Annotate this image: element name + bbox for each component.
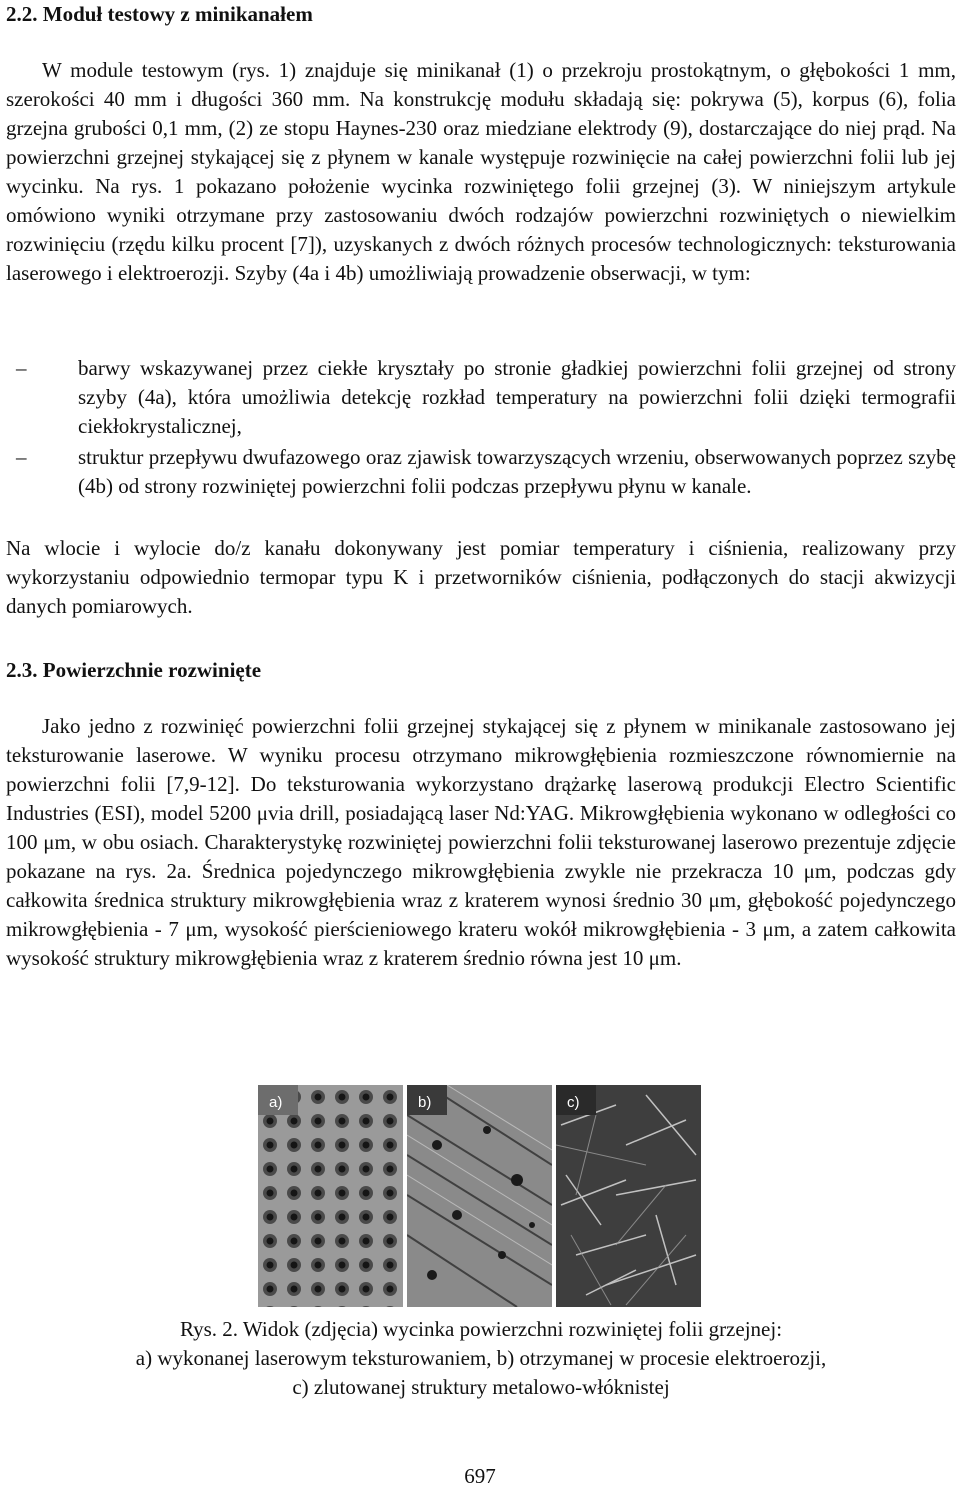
- observation-list: [6, 354, 956, 501]
- list-item-text: barwy wskazywanej przez ciekłe kryształy po stronie gładkiej powierzchni folii grzejnej od strony szyby (4a), która umożliwia detekcję rozkład temperatury na powierzchni folii dzięki termografii ciekłokrystalicznej,: [78, 356, 956, 438]
- panel-label: b): [418, 1094, 432, 1111]
- section-heading-2-2: 2.2. Moduł testowy z minikanałem: [6, 2, 313, 26]
- caption-line: c) zlutowanej struktury metalowo-włóknistej: [292, 1375, 670, 1399]
- paragraph-measurement: Na wlocie i wylocie do/z kanału dokonywany jest pomiar temperatury i ciśnienia, realizowany przy wykorzystaniu odpowiednio termopar typu K i przetworników ciśnienia, podłączonych do stacji akwizycji danych pomiarowych.: [6, 536, 956, 618]
- list-item-text: struktur przepływu dwufazowego oraz zjawisk towarzyszących wrzeniu, obserwowanych poprzez szybę (4b) od strony rozwiniętej powierzchni folii podczas przepływu płynu w kanale.: [78, 445, 956, 498]
- section-heading-2-3: 2.3. Powierzchnie rozwinięte: [6, 658, 262, 682]
- paragraph-module-description: W module testowym (rys. 1) znajduje się minikanał (1) o przekroju prostokątnym, o głębokości 1 mm, szerokości 40 mm i długości 360 mm. Na konstrukcję modułu składają się: pokrywa (5), korpus (6), folia grzejna grubości 0,1 mm, (2) ze stopu Haynes-230 oraz miedziane elektrody (9), dostarczające do niej prąd. Na powierzchni grzejnej stykającej się z płynem w kanale występuje rozwinięcie na całej powierzchni folii lub jej wycinku. Na rys. 1 pokazano położenie wycinka rozwiniętego folii grzejnej (3). W niniejszym artykule omówiono wyniki otrzymane przy zastosowaniu dwóch rodzajów powierzchni rozwiniętych o niewielkim rozwinięciu (rzędu kilku procent [7]), uzyskanych z dwóch różnych procesów technologicznych: teksturowania laserowego i elektroerozji. Szyby (4a i 4b) umożliwiają prowadzenie obserwacji, w tym:: [6, 58, 956, 285]
- page-number: 697: [464, 1464, 496, 1488]
- photo-panel-b: [407, 1085, 552, 1307]
- panel-label: c): [567, 1094, 580, 1111]
- dash-bullet: –: [16, 356, 27, 380]
- figure-caption: [6, 1315, 956, 1402]
- photo-panel-c: [556, 1085, 701, 1307]
- list-item: [6, 354, 956, 441]
- fiber-structure-surface-image: [556, 1085, 701, 1307]
- laser-textured-surface-image: [258, 1085, 403, 1307]
- figure-surface-photos: [258, 1085, 702, 1307]
- paragraph-laser-texturing: Jako jedno z rozwinięć powierzchni folii grzejnej stykającej się z płynem w minikanale zastosowano jej teksturowanie laserowe. W wyniku procesu otrzymano mikrowgłębienia rozmieszczone równomiernie na powierzchni folii [7,9-12]. Do teksturowania wykorzystano drążarkę laserową produkcji Electro Scientific Industries (ESI), model 5200 μvia drill, posiadającą laser Nd:YAG. Mikrowgłębienia wykonano w odległości co 100 μm, w obu osiach. Charakterystykę rozwiniętej powierzchni folii teksturowanej laserowo prezentuje zdjęcie pokazane na rys. 2a. Średnica pojedynczego mikrowgłębienia zwykle nie przekracza 10 μm, podczas gdy całkowita średnica struktury mikrowgłębienia wraz z kraterem wynosi średnio 30 μm, głębokość pojedynczego mikrowgłębienia - 7 μm, wysokość pierścieniowego krateru wokół mikrowgłębienia - 3 μm, a zatem całkowita wysokość struktury mikrowgłębienia wraz z kraterem średnio równa jest 10 μm.: [6, 714, 956, 970]
- list-item: [6, 443, 956, 501]
- electroerosion-surface-image: [407, 1085, 552, 1307]
- photo-panel-a: [258, 1085, 403, 1307]
- caption-line: a) wykonanej laserowym teksturowaniem, b) otrzymanej w procesie elektroerozji,: [135, 1346, 827, 1370]
- panel-label: a): [269, 1094, 283, 1111]
- dash-bullet: –: [16, 445, 27, 469]
- caption-line: Rys. 2. Widok (zdjęcia) wycinka powierzchni rozwiniętej folii grzejnej:: [179, 1317, 783, 1341]
